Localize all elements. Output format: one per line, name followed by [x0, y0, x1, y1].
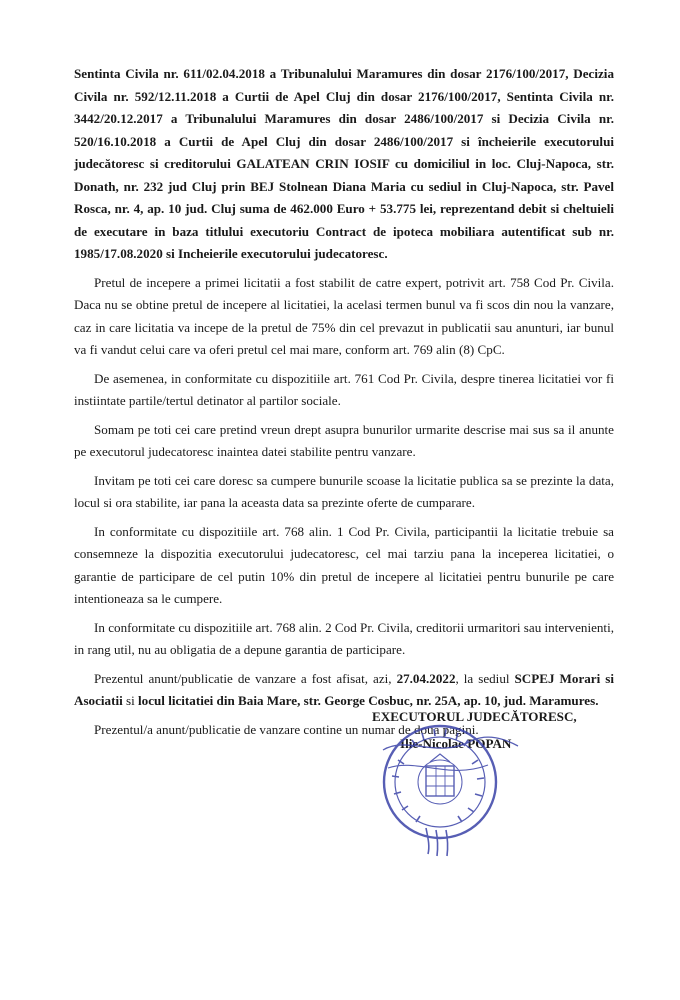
signature-name: Ilie-Nicolae POPAN — [400, 736, 512, 751]
official-seal-stamp — [378, 710, 528, 860]
notice-text-3: si — [122, 693, 139, 708]
notification-paragraph: De asemenea, in conformitate cu dispozitiile art. 761 Cod Pr. Civila, despre tinerea licitatiei vor fi instiintate partile/tertul detinator al partilor sociale. — [74, 370, 614, 408]
notice-date: 27.04.2022 — [396, 670, 456, 686]
document-body — [74, 63, 614, 741]
guarantee-paragraph: In conformitate cu dispozitiile art. 768 alin. 1 Cod Pr. Civila, participantii la licitatie trebuie sa consemneze la dispozitia executorului judecatoresc, cel mai tarziu pana la inceperea licitatiei, o garantie de participare de cel putin 10% din pretul de incepere al licitatiei pentru bunurile pe care intentioneaza sa le cumpere. — [74, 523, 614, 606]
notice-text-1: Prezentul anunt/publicatie de vanzare a fost afisat, azi, — [94, 670, 397, 686]
page-count-paragraph: Prezentul/a anunt/publicatie de vanzare contine un numar de doua pagini. — [94, 721, 479, 737]
signature-title: EXECUTORUL JUDECĂTORESC, — [372, 709, 577, 724]
notice-location: locul licitatiei din Baia Mare, str. George Cosbuc, nr. 25A, ap. 10, jud. Maramures. — [138, 693, 599, 708]
invitation-paragraph: Invitam pe toti cei care doresc sa cumpere bunurile scoase la licitatie publica sa se prezinte la data, locul si ora stabilite, iar pana la aceasta data sa prezinte oferte de cumparare. — [74, 472, 614, 510]
notice-text-2: , la sediul — [455, 670, 515, 686]
summons-paragraph: Somam pe toti cei care pretind vreun drept asupra bunurilor urmarite descrise mai sus sa il anunte pe executorul judecatoresc inaintea datei stabilite pentru vanzare. — [74, 421, 614, 459]
creditors-paragraph: In conformitate cu dispozitiile art. 768 alin. 2 Cod Pr. Civila, creditorii urmaritori sau intervenienti, in rang util, nu au obligatia de a depune garantia de participare. — [74, 619, 614, 657]
starting-price-paragraph: Pretul de incepere a primei licitatii a fost stabilit de catre expert, potrivit art. 758 Cod Pr. Civila. Daca nu se obtine pretul de incepere al licitatiei, la acelasi termen bunul va fi scos din nou la vanzare, caz in care licitatia va incepe de la pretul de 75% din cel prevazut in publicatii sau anunturi, iar bunul va fi vandut celui care va oferi pretul cel mai mare, conform art. 769 alin (8) CpC. — [74, 274, 614, 357]
notice-office: SCPEJ Morari si Asociatii — [74, 670, 614, 708]
intro-paragraph: Sentinta Civila nr. 611/02.04.2018 a Tribunalului Maramures din dosar 2176/100/2017, Decizia Civila nr. 592/12.11.2018 a Curtii de Apel Cluj din dosar 2176/100/2017, Sentinta Civila nr. 3442/20.12.2017 a Tribunalului Maramures din dosar 2486/100/2017 si Decizia Civila nr. 520/16.10.2018 a Curtii de Apel Cluj din dosar 2486/100/2017 si încheierile executorului judecătoresc si creditorului GALATEAN CRIN IOSIF cu domiciliul in loc. Cluj-Napoca, str. Donath, nr. 232 jud Cluj prin BEJ Stolnean Diana Maria cu sediul in Cluj-Napoca, str. Pavel Rosca, nr. 4, ap. 10 jud. Cluj suma de 462.000 Euro + 53.775 lei, reprezentand debit si cheltuieli de executare in baza titlului executoriu Contract de ipoteca mobiliara autentificat sub nr. 1985/17.08.2020 si Incheierile executorului judecatoresc. — [74, 66, 614, 261]
